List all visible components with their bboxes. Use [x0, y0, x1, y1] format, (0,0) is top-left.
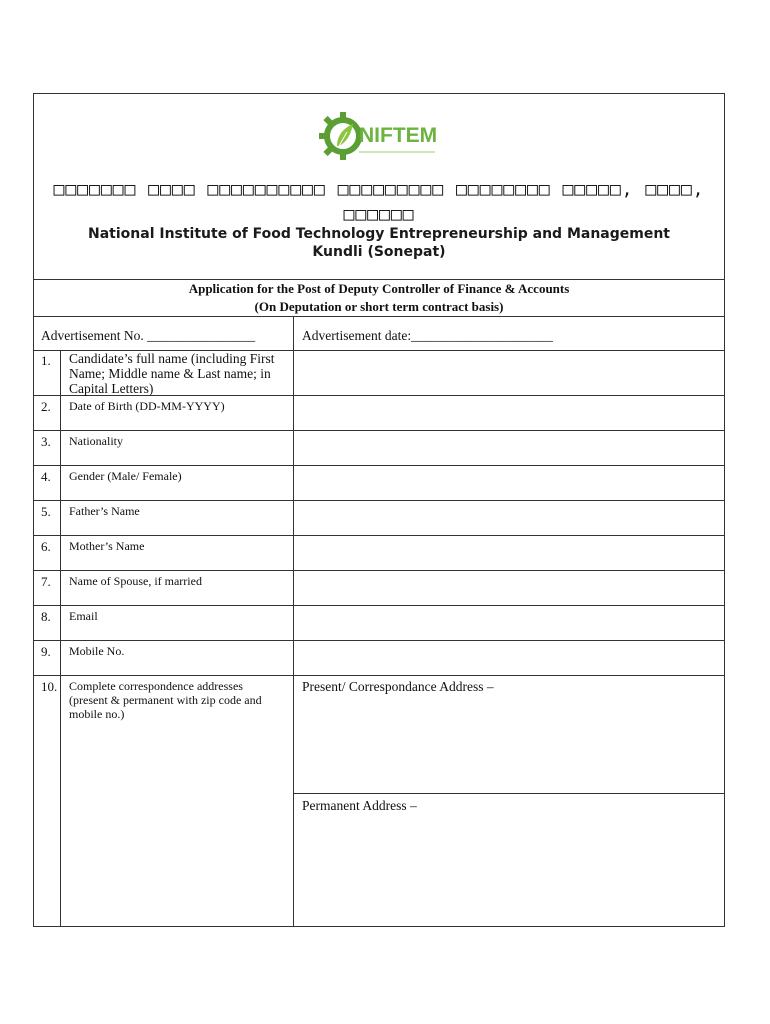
divider	[294, 793, 724, 794]
row-label: Date of Birth (DD-MM-YYYY)	[69, 399, 225, 413]
english-title-line2: Kundli (Sonepat)	[312, 244, 446, 260]
row-label: Mobile No.	[69, 644, 125, 658]
mobile-input[interactable]	[294, 641, 724, 675]
row-number: 6.	[41, 539, 51, 554]
row-number: 4.	[41, 469, 51, 484]
row-number: 9.	[41, 644, 51, 659]
permanent-address-label: Permanent Address –	[302, 798, 417, 813]
niftem-logo	[317, 110, 441, 162]
full-name-input[interactable]	[294, 350, 724, 395]
hindi-title-line2: □□□□□□	[343, 204, 415, 225]
form-row-spouse-name	[34, 571, 724, 606]
gear-icon	[319, 112, 359, 160]
row-label: Mother’s Name	[69, 539, 145, 553]
row-label: Gender (Male/ Female)	[69, 469, 182, 483]
logo-text: NIFTEM	[359, 124, 438, 147]
row-number: 7.	[41, 574, 51, 589]
father-name-input[interactable]	[294, 501, 724, 535]
application-form	[33, 93, 725, 927]
english-title-line1: National Institute of Food Technology Entrepreneurship and Management	[88, 226, 670, 242]
divider	[293, 316, 294, 350]
nationality-input[interactable]	[294, 431, 724, 465]
advertisement-number-field[interactable]: Advertisement No. ________________	[41, 328, 256, 343]
form-row-full-name	[34, 350, 724, 396]
form-row-mobile	[34, 641, 724, 676]
form-title-line2: (On Deputation or short term contract basis)	[254, 299, 504, 314]
form-title-line1: Application for the Post of Deputy Controller of Finance & Accounts	[188, 281, 570, 296]
email-input[interactable]	[294, 606, 724, 640]
row-label: Name of Spouse, if married	[69, 574, 202, 588]
row-number: 8.	[41, 609, 51, 624]
form-row-email	[34, 606, 724, 641]
row-number: 10.	[41, 679, 58, 694]
row-number: 3.	[41, 434, 51, 449]
hindi-title-line1: □□□□□□□ □□□□ □□□□□□□□□□ □□□□□□□□□ □□□□□□□□ □□□□□, □□□□,	[53, 179, 705, 200]
row-label: Nationality	[69, 434, 123, 448]
date-of-birth-input[interactable]	[294, 396, 724, 430]
spouse-name-input[interactable]	[294, 571, 724, 605]
form-row-mother-name	[34, 536, 724, 571]
form-row-nationality	[34, 431, 724, 466]
gender-input[interactable]	[294, 466, 724, 500]
form-row-gender	[34, 466, 724, 501]
form-row-date-of-birth	[34, 396, 724, 431]
row-number: 1.	[41, 353, 51, 368]
form-title	[34, 279, 724, 317]
present-address-label: Present/ Correspondance Address –	[302, 679, 494, 694]
row-label: Father’s Name	[69, 504, 140, 518]
form-row-father-name	[34, 501, 724, 536]
row-number: 5.	[41, 504, 51, 519]
row-label: Candidate’s full name (including First Name; Middle name & Last name; in Capital Letters)	[69, 351, 275, 396]
advertisement-row	[34, 316, 724, 351]
advertisement-date-field[interactable]: Advertisement date:_____________________	[302, 328, 553, 343]
form-header	[34, 94, 724, 280]
row-label: Complete correspondence addresses (present & permanent with zip code and mobile no.)	[69, 679, 262, 721]
row-label: Email	[69, 609, 98, 623]
row-number: 2.	[41, 399, 51, 414]
mother-name-input[interactable]	[294, 536, 724, 570]
